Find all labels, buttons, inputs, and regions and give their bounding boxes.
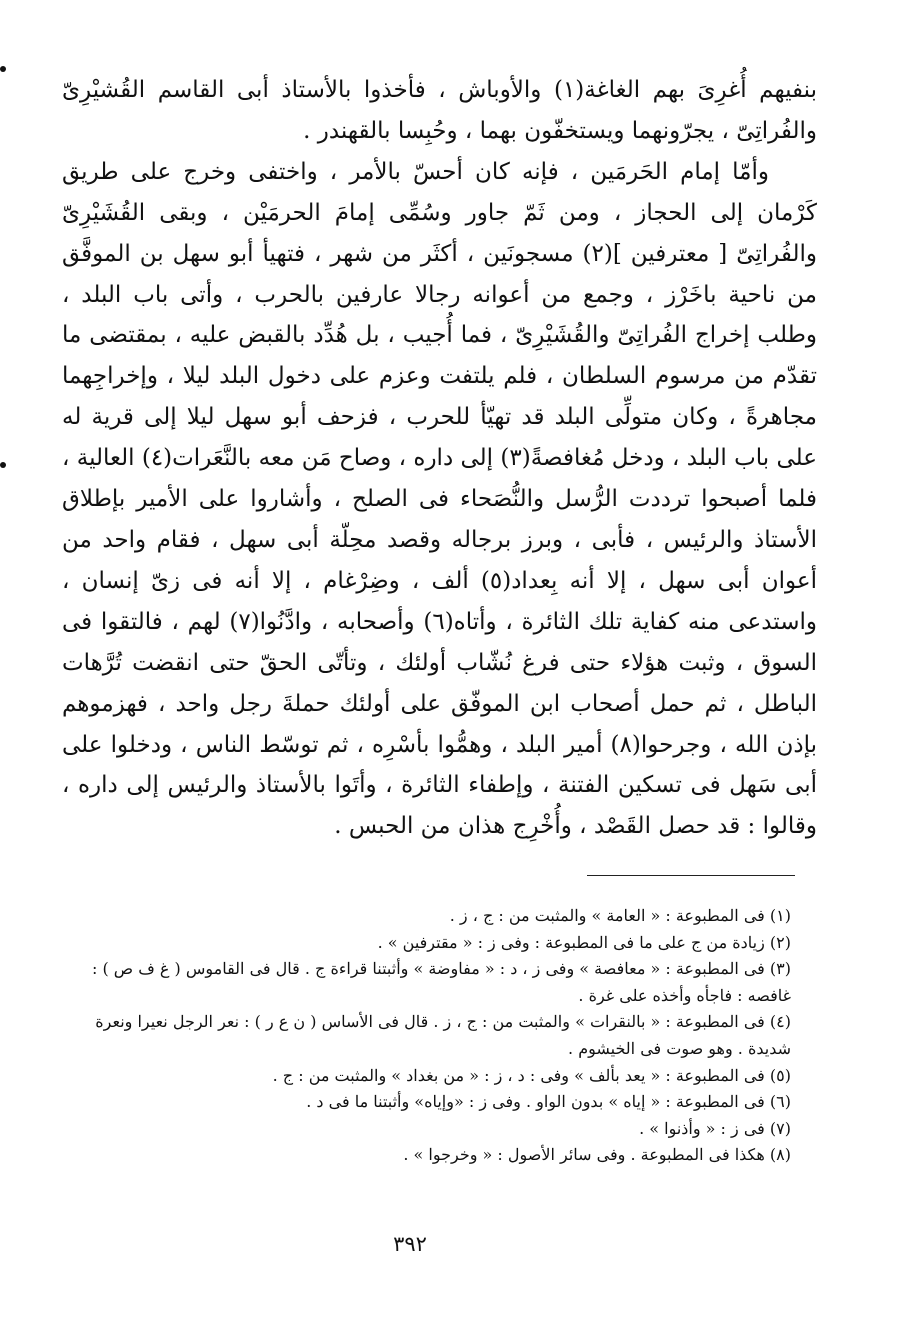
- footnote-7: (٧) فى ز : « وأذنوا » .: [639, 1118, 791, 1138]
- footnote-6: (٦) فى المطبوعة : « إياه » بدون الواو . وفى ز : «وإياه» وأثبتنا ما فى د .: [306, 1092, 791, 1112]
- footnote-2: (٢) زيادة من ج على ما فى المطبوعة : وفى ز : « مقترفين » .: [377, 932, 791, 952]
- margin-dot-middle: [0, 462, 6, 468]
- paragraph: وأمّا إمام الحَرمَين ، فإنه كان أحسّ بالأمر ، واختفى وخرج على طريق كَرْمان إلى الحجاز ، ومن ثَمّ جاور وسُمِّى إمامَ الحرمَيْن ، وبقى القُشَيْرِىّ والفُراتِىّ [ معترفين ](٢) مسجونَين ، أكثَر من شهر ، فتهيأ أبو سهل بن الموفَّق من ناحية باخَرْز ، وجمع من أعوانه رجالا عارفين بالحرب ، وأتى باب البلد ، وطلب إخراج الفُراتِىّ والقُشَيْرِىّ ، فما أُجيب ، بل هُدِّد بالقبض عليه ، بمقتضى ما تقدّم من مرسوم السلطان ، فلم يلتفت وعزم على دخول البلد ليلا ، وإخراجِهما مجاهرةً ، وكان متولِّى البلد قد تهيّأ للحرب ، فزحف أبو سهل ليلا إلى قرية له على باب البلد ، ودخل مُغافصةً(٣) إلى داره ، وصاح مَن معه بالنَّعَرات(٤) العالية ، فلما أصبحوا ترددت الرُّسل والنُّصَحاء فى الصلح ، وأشاروا على الأمير بإطلاق الأستاذ والرئيس ، فأبى ، وبرز برجاله وقصد محِلّة أبى سهل ، فقام واحد من أعوان أبى سهل ، إلا أنه بِعداد(٥) ألف ، وضِرْغام ، إلا أنه فى زىّ إنسان ، واستدعى منه كفاية تلك الثائرة ، وأتاه(٦) وأصحابه ، وادَّنُوا(٧) لهم ، فالتقوا فى السوق ، وثبت هؤلاء حتى فرغ نُشّاب أولئك ، وتأتّى الحقّ حتى انقضت تُرَّهات الباطل ، ثم حمل أصحاب ابن الموفّق على أولئك حملةَ رجل واحد ، فهزموهم بإذن الله ، وجرحوا(٨) أمير البلد ، وهمُّوا بأسْرِه ، ثم توسّط الناس ، ودخلوا على أبى سَهل فى تسكين الفتنة ، وإطفاء الثائرة ، وأتَوا بالأستاذ والرئيس إلى داره ، وقالوا : قد حصل القَصْد ، وأُخْرِج هذان من الحبس .: [62, 158, 818, 840]
- footnote-3: (٣) فى المطبوعة : « معافصة » وفى ز ، د : « مفاوضة » وأثبتنا قراءة ج . قال فى القاموس ( غ ف ص ) :: [91, 959, 791, 979]
- footnote-4: (٤) فى المطبوعة : « بالنقرات » والمثبت من : ج ، ز . قال فى الأساس ( ن ع ر ) : نعر الرجل نعيرا ونعرة: [95, 1012, 791, 1032]
- margin-dot-top: [0, 66, 6, 72]
- footnotes: [60, 903, 791, 1169]
- footnote-8: (٨) هكذا فى المطبوعة . وفى سائر الأصول : « وخرجوا » .: [403, 1145, 791, 1165]
- footnote-3-continuation: غافصه : فاجأه وأخذه على غرة .: [578, 985, 791, 1005]
- footnote-1: (١) فى المطبوعة : « العامة » والمثبت من : ج ، ز .: [449, 906, 791, 925]
- page-number: ٣٩٢: [393, 1232, 427, 1256]
- footnote-5: (٥) فى المطبوعة : « يعد بألف » وفى : د ، ز : « من بغداد » والمثبت من : ج .: [272, 1065, 791, 1085]
- footnote-4-continuation: شديدة . وهو صوت فى الخيشوم .: [568, 1038, 791, 1058]
- paragraph: بنفيهم أُغرِىَ بهم الغاغة(١) والأوباش ، فأخذوا بالأستاذ أبى القاسم القُشيْرِىّ والفُراتِىّ ، يجرّونهما ويستخفّون بهما ، وحُبِسا بالقهندر .: [62, 77, 817, 144]
- main-text-body: [62, 70, 817, 847]
- footnote-separator: [587, 875, 795, 876]
